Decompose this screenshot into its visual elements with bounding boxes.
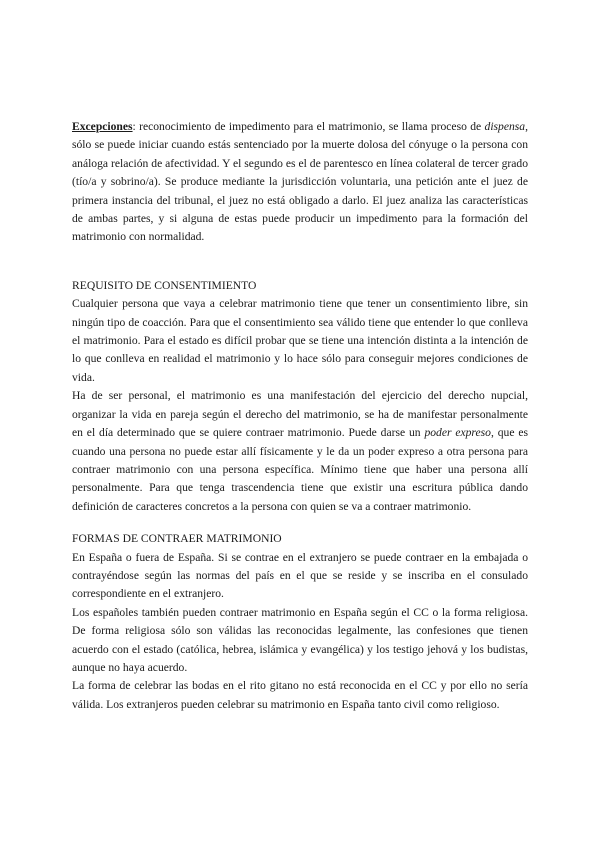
- poder-expreso-term: poder expreso: [424, 426, 491, 440]
- document-page: [72, 118, 528, 714]
- consentimiento-heading: REQUISITO DE CONSENTIMIENTO: [72, 278, 257, 292]
- formas-paragraph-3: La forma de celebrar las bodas en el rito gitano no está reconocida en el CC y por ello no sería válida. Los extranjeros pueden celebrar su matrimonio en España tanto civil como religioso.: [72, 679, 528, 711]
- excepciones-text-2: , sólo se puede iniciar cuando estás sentenciado por la muerte dolosa del cónyuge o la persona con análoga relación de afectividad. Y el segundo es el de parentesco en línea colateral de tercer grado (tío/a y sobrino/a). Se produce mediante la jurisdicción voluntaria, una petición ante el juez de primera instancia del tribunal, el juez no está obligado a darlo. El juez analiza las características de ambas partes, y si alguna de estas puede producir un impedimento para la formación del matrimonio con normalidad.: [72, 120, 528, 244]
- excepciones-paragraph: [72, 118, 528, 247]
- formas-paragraph-1: En España o fuera de España. Si se contrae en el extranjero se puede contraer en la embajada o contrayéndose según las normas del país en el que se reside y se inscriba en el consulado correspondiente en el extranjero.: [72, 550, 528, 601]
- consentimiento-paragraph-2: [72, 387, 528, 516]
- consentimiento-p2-text-2: , que es cuando una persona no puede estar allí físicamente y le da un poder expreso a otra persona para contraer matrimonio con una persona específica. Mínimo tiene que haber una persona allí personalmente. Para que tenga trascendencia tiene que existir una escritura pública dando definición de caracteres concretos a la persona con quien se va a contraer matrimonio.: [72, 426, 528, 513]
- consentimiento-paragraph-1: Cualquier persona que vaya a celebrar matrimonio tiene que tener un consentimiento libre, sin ningún tipo de coacción. Para que el consentimiento sea válido tiene que entender lo que conlleva el matrimonio. Para el estado es difícil probar que se tiene una intención distinta a la intención de lo que conlleva en realidad el matrimonio y lo hace sólo para conseguir mejores condiciones de vida.: [72, 297, 528, 384]
- excepciones-text-1: : reconocimiento de impedimento para el matrimonio, se llama proceso de: [132, 120, 485, 133]
- spacer: [72, 247, 528, 277]
- dispensa-term: dispensa: [484, 120, 526, 133]
- consentimiento-p2-text-1: Ha de ser personal, el matrimonio es una manifestación del ejercicio del derecho nupcial, organizar la vida en pareja según el derecho del matrimonio, se ha de manifestar personalmente en el día determinado que se quiere contraer matrimonio. Puede darse un: [72, 389, 528, 440]
- spacer: [72, 516, 528, 530]
- formas-paragraph-2: Los españoles también pueden contraer matrimonio en España según el CC o la forma religiosa. De forma religiosa sólo son válidas las reconocidas legalmente, las confesiones que tienen acuerdo con el estado (católica, hebrea, islámica y evangélica) y los testigo jehová y los budistas, aunque no haya acuerdo.: [72, 605, 528, 674]
- excepciones-term: Excepciones: [72, 120, 133, 133]
- formas-heading: FORMAS DE CONTRAER MATRIMONIO: [72, 532, 282, 546]
